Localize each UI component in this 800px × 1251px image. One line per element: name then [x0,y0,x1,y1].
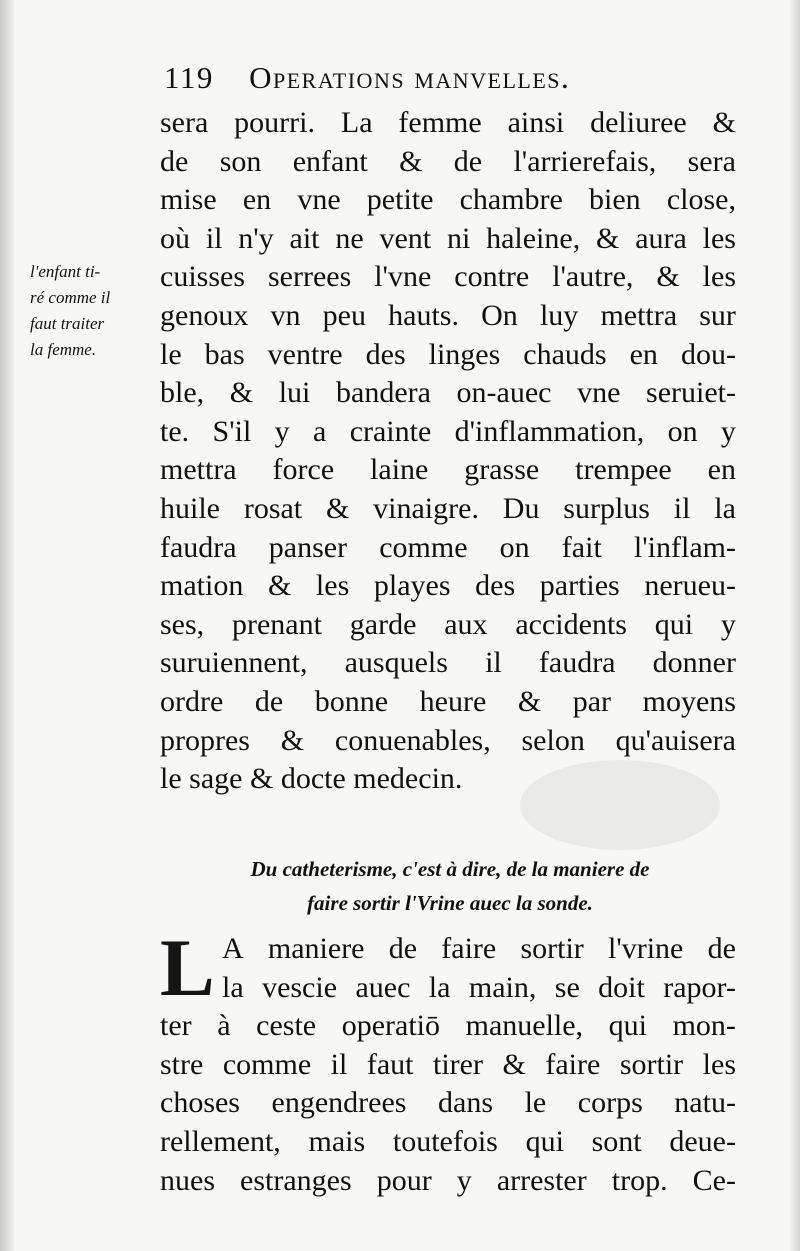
text-line: ordre de bonne heure & par moyens [160,684,736,718]
text-line: rellement, mais toutefois qui sont deue- [160,1124,736,1158]
drop-cap: L [160,922,215,1013]
text-line: huile rosat & vinaigre. Du surplus il la [160,491,736,525]
section-heading-line: Du catheterisme, c'est à dire, de la maniere de [250,857,650,881]
text-line: choses engendrees dans le corps natu- [160,1086,736,1120]
text-line: ses, prenant garde aux accidents qui y [160,607,736,641]
text-line: suruiennent, ausquels il faudra donner [160,646,736,680]
marginal-note-line: ré comme il [30,288,111,307]
text-line: nues estranges pour y arrester trop. Ce- [160,1163,736,1197]
marginal-note-line: faut traiter [30,314,105,333]
text-line: faudra panser comme on fait l'inflam- [160,530,736,564]
text-line: le sage & docte medecin. [160,762,463,796]
page-edge-shadow [790,0,800,1251]
marginal-note-line: la femme. [30,340,97,359]
text-line: stre comme il faut tirer & faire sortir les [160,1047,736,1081]
text-line: mettra force laine grasse trempee en [160,453,736,487]
text-line: mise en vne petite chambre bien close, [160,183,736,217]
section-heading-line: faire sortir l'Vrine auec la sonde. [307,891,593,915]
text-line: cuisses serrees l'vne contre l'autre, & les [160,260,736,294]
text-line: propres & conuenables, selon qu'auisera [160,723,736,757]
text-line: ter à ceste operatiō manuelle, qui mon- [160,1009,736,1043]
page-gutter-shadow [0,0,14,1251]
text-line: où il n'y ait ne vent ni haleine, & aura les [160,221,736,255]
text-line: mation & les playes des parties nerueu- [160,569,736,603]
marginal-note [30,259,156,363]
running-head [164,58,684,98]
section-heading [160,852,740,920]
paragraph-1 [160,104,736,799]
running-title: Operations manvelles. [249,60,571,95]
text-line: genoux vn peu hauts. On luy mettra sur [160,298,736,332]
text-line: te. S'il y a crainte d'inflammation, on y [160,414,736,448]
text-line: de son enfant & de l'arrierefais, sera [160,144,736,178]
text-line: ble, & lui bandera on-auec vne seruiet- [160,376,736,410]
text-line: sera pourri. La femme ainsi deliuree & [160,106,736,139]
page-number: 119 [164,60,214,95]
text-line: le bas ventre des linges chauds en dou- [160,337,736,371]
paragraph-2 [160,922,736,1200]
marginal-note-line: l'enfant ti- [30,262,101,281]
text-line: A maniere de faire sortir l'vrine de [222,932,736,965]
text-line: la vescie auec la main, se doit rapor- [222,970,736,1004]
